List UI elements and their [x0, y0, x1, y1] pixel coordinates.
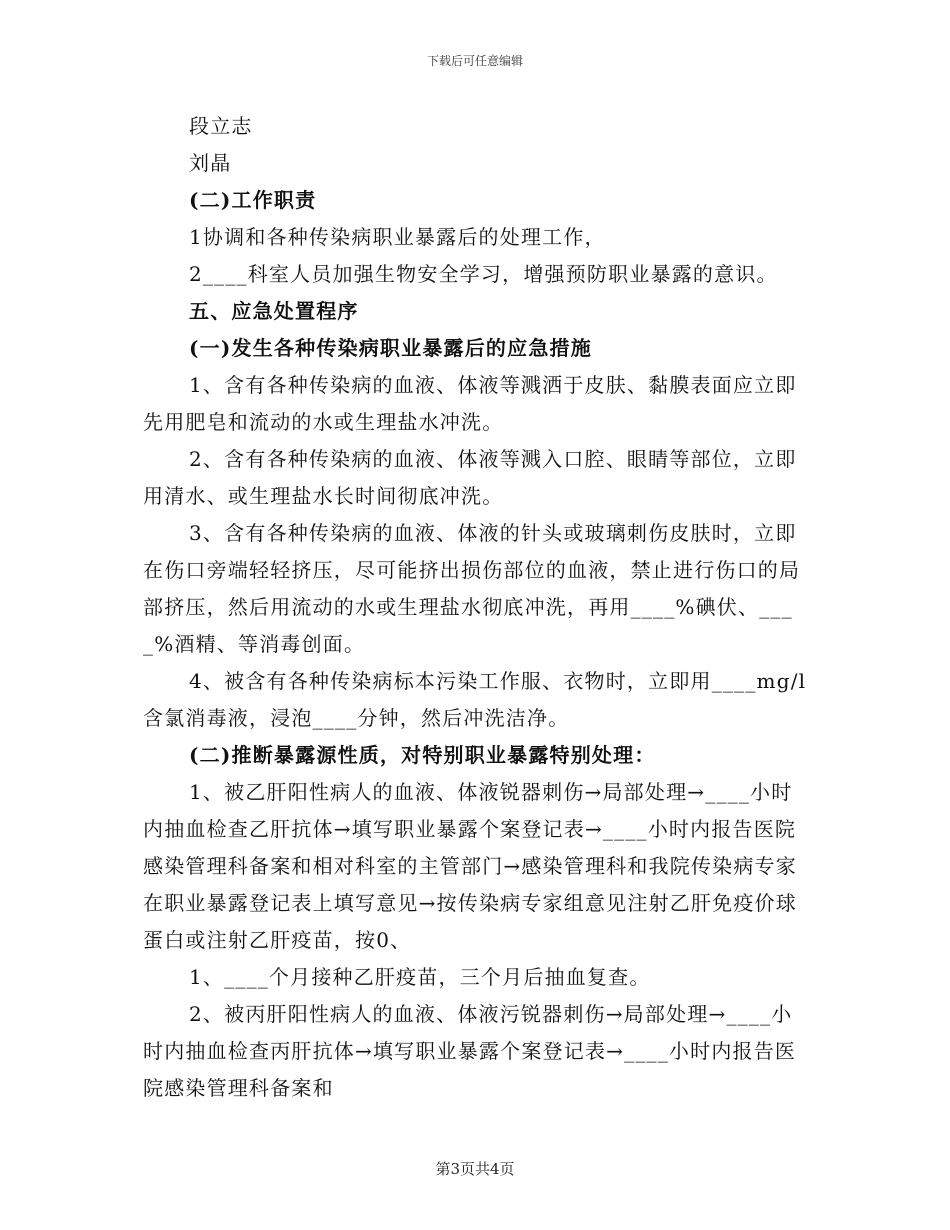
paragraph: 段立志 — [189, 114, 253, 138]
paragraph: 2、含有各种传染病的血液、体液等溅入口腔、眼睛等部位，立即用清水、或生理盐水长时间彻底冲洗。 — [143, 447, 797, 508]
paragraph: 3、含有各种传染病的血液、体液的针头或玻璃刺伤皮肤时，立即在伤口旁端轻轻挤压，尽可能挤出损伤部位的血液，禁止进行伤口的局部挤压，然后用流动的水或生理盐水彻底冲洗，再用____%碘伏、____%酒精、等消毒创面。 — [143, 521, 801, 656]
paragraph: 4、被含有各种传染病标本污染工作服、衣物时，立即用____mg/l含氯消毒液，浸泡____分钟，然后冲洗洁净。 — [143, 669, 807, 730]
section-heading: (二)推断暴露源性质，对特别职业暴露特别处理： — [189, 743, 656, 767]
section-heading: 五、应急处置程序 — [189, 299, 359, 323]
page-header-note: 下载后可任意编辑 — [426, 54, 523, 68]
paragraph: 刘晶 — [189, 151, 232, 175]
paragraph: 2、被丙肝阳性病人的血液、体液污锐器刺伤→局部处理→____小时内抽血检查丙肝抗体→填写职业暴露个案登记表→____小时内报告医院感染管理科备案和 — [143, 1002, 797, 1100]
section-heading: (二)工作职责 — [189, 188, 317, 212]
page-number: 第3页共4页 — [435, 1160, 515, 1178]
paragraph: 1、____个月接种乙肝疫苗，三个月后抽血复查。 — [189, 965, 651, 989]
paragraph: 1、被乙肝阳性病人的血液、体液锐器刺伤→局部处理→____小时内抽血检查乙肝抗体→填写职业暴露个案登记表→____小时内报告医院感染管理科备案和相对科室的主管部门→感染管理科和我院传染病专家在职业暴露登记表上填写意见→按传染病专家组意见注射乙肝免疫价球蛋白或注射乙肝疫苗，按0、 — [143, 780, 797, 952]
section-heading: (一)发生各种传染病职业暴露后的应急措施 — [189, 336, 592, 360]
paragraph: 2____科室人员加强生物安全学习，增强预防职业暴露的意识。 — [189, 262, 778, 286]
document-body — [143, 108, 811, 1107]
paragraph: 1协调和各种传染病职业暴露后的处理工作， — [189, 225, 606, 249]
paragraph: 1、含有各种传染病的血液、体液等溅洒于皮肤、黏膜表面应立即先用肥皂和流动的水或生理盐水冲洗。 — [143, 373, 797, 434]
